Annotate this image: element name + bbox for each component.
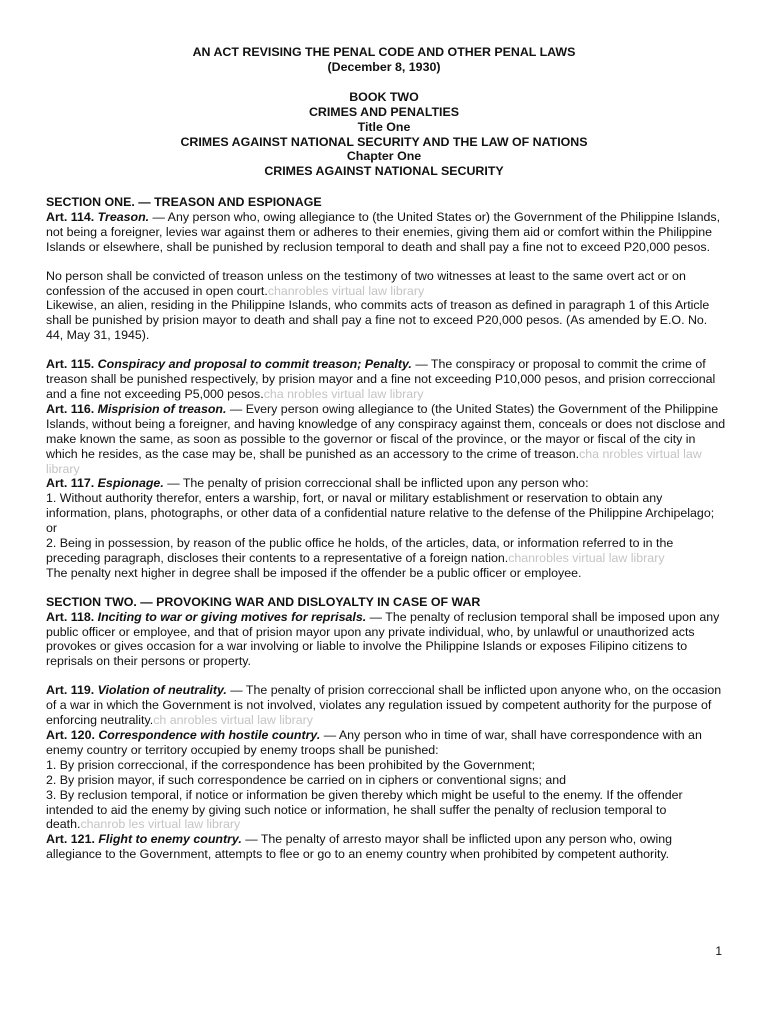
article-title: Flight to enemy country. (98, 832, 242, 847)
article-title: Treason. (97, 209, 150, 224)
list-item: 2. By prision mayor, if such correspondence be carried on in ciphers or conventional signs; and (46, 772, 567, 787)
article-117 (46, 476, 726, 491)
title-heading: Title One (357, 119, 411, 134)
article-number: Art. 121. (46, 832, 95, 847)
article-121 (46, 832, 726, 862)
paragraph-text: No person shall be convicted of treason unless on the testimony of two witnesses at least to the same overt act or on confession of the accused in open court. (46, 268, 686, 298)
list-item (46, 788, 726, 833)
chapter-heading: Chapter One (346, 149, 422, 164)
article-number: Art. 118. (46, 609, 95, 624)
article-text: — The penalty of reclusion temporal shall be imposed upon any public officer or employee, and that of prision mayor upon any private individual, who, by unlawful or unauthorized acts provokes or gives occasion for a war involving or liable to involve the Philippine Islands or exposes Filipino citizens to reprisals on their persons or property. (46, 609, 720, 669)
article-text: — The conspiracy or proposal to commit the crime of treason shall be punished respectively, by prision mayor and a fine not exceeding P10,000 pesos, and prision correccional and a fine not exceeding P5,000 pesos. (46, 357, 716, 401)
list-item: 1. Without authority therefor, enters a warship, fort, or naval or military establishment or reservation to obtain any information, plans, photographs, or other data of a confidential nature relative to the defense of the Philippine Archipelago; or (46, 491, 715, 536)
article-text: — The penalty of arresto mayor shall be inflicted upon any person who, owing allegiance to the Government, attempts to flee or go to an enemy country when prohibited by competent authority. (46, 832, 673, 862)
article-number: Art. 117. (46, 476, 95, 491)
act-title: AN ACT REVISING THE PENAL CODE AND OTHER PENAL LAWS (192, 45, 576, 59)
paragraph: Likewise, an alien, residing in the Philippine Islands, who commits acts of treason as defined in paragraph 1 of this Article shall be punished by prision mayor to death and shall pay a fine not to exceed P20,000 pesos. (As amended by E.O. No. 44, May 31, 1945). (46, 298, 710, 343)
watermark-text: chanrob les virtual law library (80, 817, 241, 832)
article-number: Art. 116. (46, 401, 95, 416)
article-title: Violation of neutrality. (97, 683, 227, 698)
article-title: Misprision of treason. (97, 401, 227, 416)
act-date: (December 8, 1930) (327, 59, 441, 74)
article-text: — Every person owing allegiance to (the United States) the Government of the Philippine Islands, without being a foreigner, and having knowledge of any conspiracy against them, conceals or does not disclose and make known the same, as soon as possible to the governor or fiscal of the province, or the mayor or fiscal of the city in which he resides, as the case may be, shall be punished as an accessory to the crime of treason. (46, 401, 726, 461)
article-text: — The penalty of prision correccional shall be inflicted upon any person who: (163, 476, 589, 491)
chapter-name: CRIMES AGAINST NATIONAL SECURITY (264, 164, 504, 179)
article-number: Art. 119. (46, 683, 95, 698)
document-body (46, 195, 726, 862)
article-title: Espionage. (97, 476, 164, 491)
article-118 (46, 610, 726, 670)
document-header (0, 45, 768, 179)
book-title: CRIMES AND PENALTIES (308, 104, 460, 119)
list-item-text: 2. Being in possession, by reason of the public office he holds, of the articles, data, or information referred to in the preceding paragraph, discloses their contents to a representative of a foreign nation. (46, 536, 674, 565)
watermark-text: cha nrobles virtual law library (46, 446, 702, 476)
watermark-text: chanrobles virtual law library (267, 283, 425, 298)
article-number: Art. 120. (46, 728, 95, 742)
article-text: — Any person who in time of war, shall have correspondence with an enemy country or territory occupied by enemy troops shall be punished: (46, 728, 702, 757)
section-heading: SECTION TWO. — PROVOKING WAR AND DISLOYALTY IN CASE OF WAR (46, 594, 481, 609)
article-number: Art. 115. (46, 357, 95, 372)
article-119 (46, 683, 726, 728)
article-title: Correspondence with hostile country. (98, 728, 321, 742)
article-120 (46, 728, 726, 758)
paragraph (46, 269, 726, 299)
list-item (46, 536, 726, 566)
title-name: CRIMES AGAINST NATIONAL SECURITY AND THE LAW OF NATIONS (180, 134, 588, 149)
watermark-text: chanrobles virtual law library (508, 550, 665, 565)
book-heading: BOOK TWO (349, 89, 419, 104)
list-item-text: 3. By reclusion temporal, if notice or information be given thereby which might be useful to the enemy. If the offender intended to aid the enemy by giving such notice or information, he shall suffer the penalty of reclusion temporal to death. (46, 787, 683, 832)
section-heading: SECTION ONE. — TREASON AND ESPIONAGE (46, 195, 322, 209)
article-text: — The penalty of prision correccional shall be inflicted upon anyone who, on the occasion of a war in which the Government is not involved, violates any regulation issued by competent authority for the purpose of enforcing neutrality. (46, 683, 722, 728)
article-title: Inciting to war or giving motives for reprisals. (97, 609, 367, 624)
article-number: Art. 114. (46, 209, 95, 224)
article-114 (46, 210, 726, 255)
watermark-text: cha nrobles virtual law library (263, 386, 424, 401)
article-title: Conspiracy and proposal to commit treason; Penalty. (97, 357, 412, 372)
watermark-text: ch anrobles virtual law library (153, 713, 313, 728)
paragraph: The penalty next higher in degree shall be imposed if the offender be a public officer or employee. (46, 565, 582, 580)
article-116 (46, 402, 726, 477)
page-number: 1 (715, 944, 722, 958)
list-item: 1. By prision correccional, if the correspondence has been prohibited by the Government; (46, 757, 536, 772)
article-text: — Any person who, owing allegiance to (the United States or) the Government of the Philippine Islands, not being a foreigner, levies war against them or adheres to their enemies, giving them aid or comfort within the Philippine Islands or elsewhere, shall be punished by reclusion temporal to death and shall pay a fine not to exceed P20,000 pesos. (46, 209, 721, 254)
article-115 (46, 357, 726, 402)
